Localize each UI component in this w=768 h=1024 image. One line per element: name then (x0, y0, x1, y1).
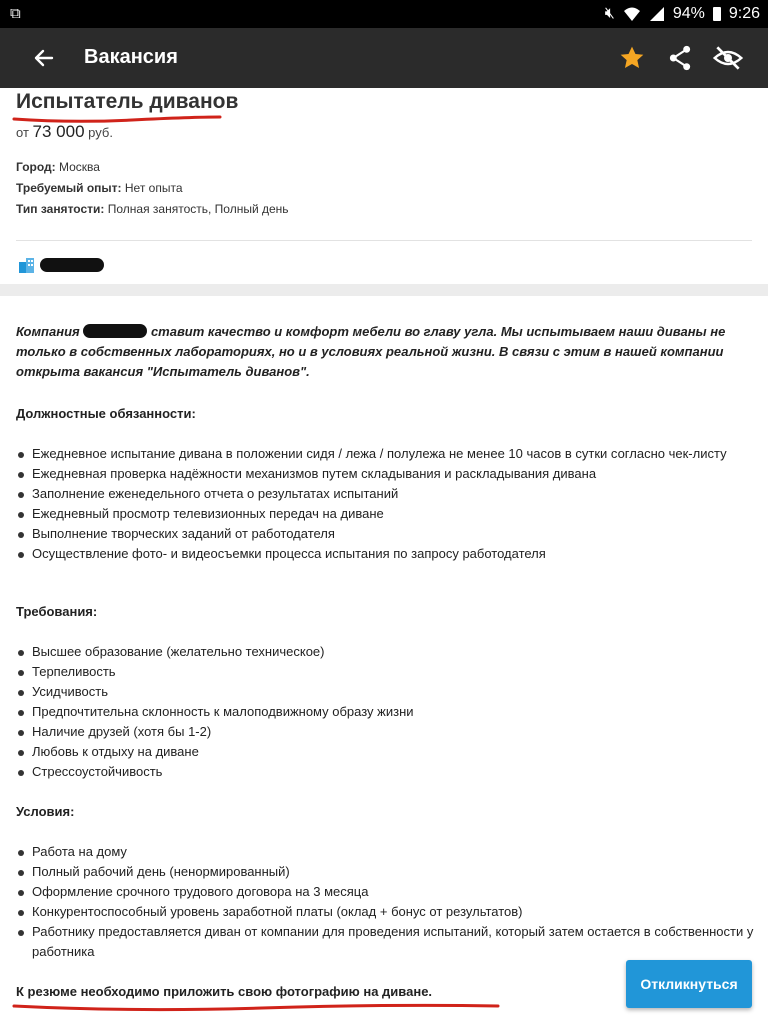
job-title: Испытатель диванов (16, 90, 239, 113)
list-item: Конкурентоспособный уровень заработной платы (оклад + бонус от результатов) (16, 902, 756, 922)
list-item: Заполнение еженедельного отчета о результатах испытаний (16, 484, 756, 504)
company-name-redacted (83, 324, 147, 338)
battery-icon (713, 7, 721, 21)
salary (16, 122, 113, 142)
experience-value: Нет опыта (124, 181, 183, 195)
list-item: Работа на дому (16, 842, 756, 862)
app-bar (0, 28, 768, 88)
app-bar-title: Вакансия (84, 46, 178, 68)
eye-off-icon (712, 42, 744, 74)
salary-amount: 73 000 (32, 122, 85, 141)
star-icon (616, 42, 648, 74)
city-row (16, 160, 100, 174)
requirements-list (16, 642, 756, 782)
conditions-heading: Условия: (16, 804, 75, 819)
status-bar (0, 0, 768, 28)
company-name-redacted (40, 258, 104, 272)
list-item: Усидчивость (16, 682, 756, 702)
list-item: Выполнение творческих заданий от работодателя (16, 524, 756, 544)
city-label: Город: (16, 160, 56, 174)
duties-heading: Должностные обязанности: (16, 406, 196, 421)
list-item: Ежедневная проверка надёжности механизмов путем складывания и раскладывания дивана (16, 464, 756, 484)
clock: 9:26 (728, 5, 760, 22)
signal-icon (649, 6, 665, 22)
requirements-heading: Требования: (16, 604, 98, 619)
company-link[interactable] (18, 254, 104, 276)
list-item: Оформление срочного трудового договора на 3 месяца (16, 882, 756, 902)
city-value: Москва (59, 160, 100, 174)
arrow-left-icon (24, 42, 64, 74)
salary-prefix: от (16, 125, 29, 140)
notification-icon: ⧉ (10, 5, 21, 22)
favorite-button[interactable] (616, 42, 648, 74)
mute-icon: 🔇︎ (604, 5, 615, 22)
wifi-icon (623, 6, 641, 22)
salary-currency: руб. (88, 125, 113, 140)
final-note: К резюме необходимо приложить свою фотографию на диване. (16, 984, 433, 999)
list-item: Стрессоустойчивость (16, 762, 756, 782)
share-button[interactable] (664, 42, 696, 74)
red-underline-note (12, 1000, 502, 1014)
vacancy-header-card (0, 88, 768, 284)
apply-button[interactable]: Откликнуться (626, 960, 752, 1008)
intro-text: ставит качество и комфорт мебели во главу угла. Мы испытываем наши диваны не только в собственных лабораториях, но и в условиях реальной жизни. В связи с этим в нашей компании открыта вакансия "Испытатель диванов". (16, 324, 726, 379)
share-icon (664, 42, 696, 74)
list-item: Работнику предоставляется диван от компании для проведения испытаний, который затем остается в собственности у работника (16, 922, 756, 962)
list-item: Осуществление фото- и видеосъемки процесса испытания по запросу работодателя (16, 544, 756, 564)
employment-label: Тип занятости: (16, 202, 105, 216)
list-item: Полный рабочий день (ненормированный) (16, 862, 756, 882)
conditions-list (16, 842, 756, 962)
battery-level: 94% (672, 5, 705, 22)
hide-button[interactable] (712, 42, 744, 74)
list-item: Высшее образование (желательно техническое) (16, 642, 756, 662)
list-item: Ежедневный просмотр телевизионных передач на диване (16, 504, 756, 524)
divider (16, 240, 752, 241)
list-item: Терпеливость (16, 662, 756, 682)
employment-row (16, 202, 289, 216)
employment-value: Полная занятость, Полный день (107, 202, 289, 216)
experience-row (16, 181, 183, 195)
list-item: Ежедневное испытание дивана в положении сидя / лежа / полулежа не менее 10 часов в сутки согласно чек-листу (16, 444, 756, 464)
building-icon (18, 256, 36, 274)
company-intro (16, 322, 756, 382)
duties-list (16, 444, 756, 564)
list-item: Любовь к отдыху на диване (16, 742, 756, 762)
back-button[interactable] (24, 42, 64, 74)
vacancy-description-card (0, 296, 768, 1024)
list-item: Предпочтительна склонность к малоподвижному образу жизни (16, 702, 756, 722)
experience-label: Требуемый опыт: (16, 181, 122, 195)
list-item: Наличие друзей (хотя бы 1-2) (16, 722, 756, 742)
intro-company-word: Компания (16, 324, 80, 339)
